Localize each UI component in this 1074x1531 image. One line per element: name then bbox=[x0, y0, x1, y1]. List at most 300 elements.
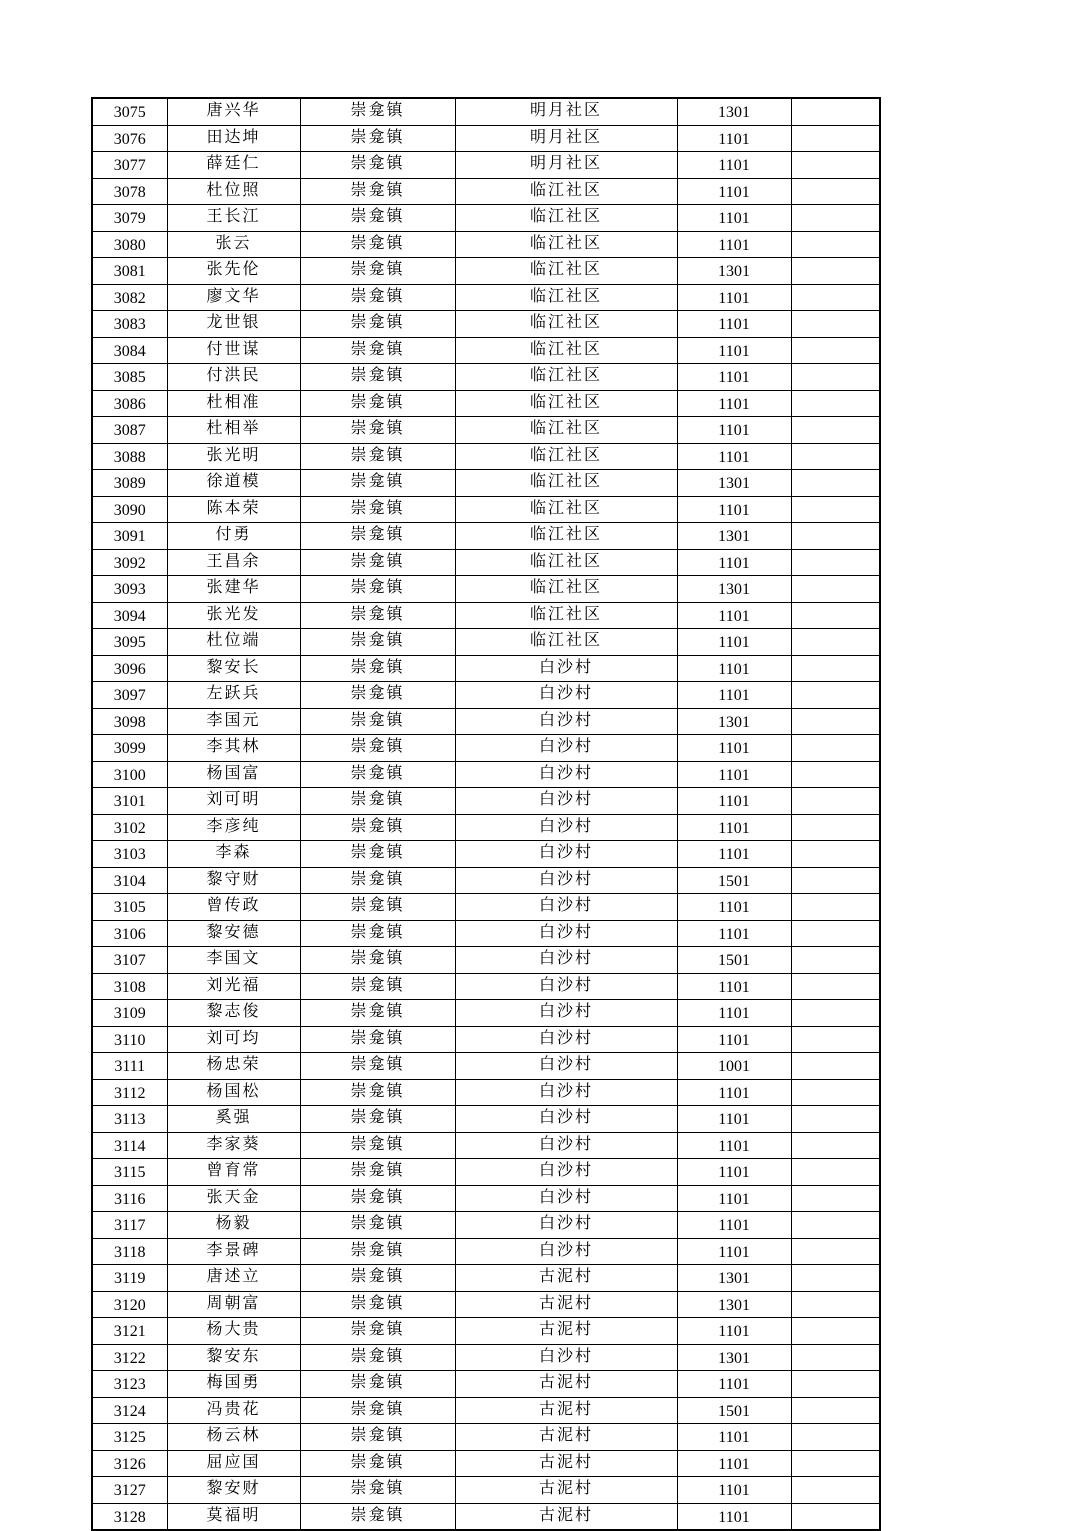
code-cell: 1101 bbox=[677, 814, 791, 841]
note-cell bbox=[791, 1212, 880, 1239]
person-name-cell: 杨国富 bbox=[167, 761, 300, 788]
village-cell: 白沙村 bbox=[455, 894, 677, 921]
person-name-cell: 杜位照 bbox=[167, 178, 300, 205]
note-cell bbox=[791, 152, 880, 179]
table-row bbox=[92, 258, 880, 285]
person-name-cell: 唐述立 bbox=[167, 1265, 300, 1292]
code-cell: 1101 bbox=[677, 443, 791, 470]
person-name-cell: 杨云林 bbox=[167, 1424, 300, 1451]
town-cell: 崇龛镇 bbox=[300, 841, 455, 868]
code-cell: 1101 bbox=[677, 1132, 791, 1159]
note-cell bbox=[791, 788, 880, 815]
town-cell: 崇龛镇 bbox=[300, 1053, 455, 1080]
village-cell: 古泥村 bbox=[455, 1291, 677, 1318]
table-row bbox=[92, 894, 880, 921]
serial-number-cell: 3113 bbox=[92, 1106, 167, 1133]
town-cell: 崇龛镇 bbox=[300, 1318, 455, 1345]
table-row bbox=[92, 1503, 880, 1530]
serial-number-cell: 3076 bbox=[92, 125, 167, 152]
serial-number-cell: 3123 bbox=[92, 1371, 167, 1398]
person-name-cell: 付洪民 bbox=[167, 364, 300, 391]
person-name-cell: 左跃兵 bbox=[167, 682, 300, 709]
serial-number-cell: 3079 bbox=[92, 205, 167, 232]
note-cell bbox=[791, 178, 880, 205]
village-cell: 白沙村 bbox=[455, 1053, 677, 1080]
table-row bbox=[92, 867, 880, 894]
code-cell: 1101 bbox=[677, 973, 791, 1000]
code-cell: 1301 bbox=[677, 98, 791, 125]
note-cell bbox=[791, 337, 880, 364]
person-name-cell: 张建华 bbox=[167, 576, 300, 603]
note-cell bbox=[791, 894, 880, 921]
note-cell bbox=[791, 629, 880, 656]
town-cell: 崇龛镇 bbox=[300, 1212, 455, 1239]
note-cell bbox=[791, 1132, 880, 1159]
serial-number-cell: 3124 bbox=[92, 1397, 167, 1424]
note-cell bbox=[791, 496, 880, 523]
village-cell: 临江社区 bbox=[455, 496, 677, 523]
town-cell: 崇龛镇 bbox=[300, 258, 455, 285]
serial-number-cell: 3095 bbox=[92, 629, 167, 656]
village-cell: 临江社区 bbox=[455, 311, 677, 338]
serial-number-cell: 3085 bbox=[92, 364, 167, 391]
code-cell: 1101 bbox=[677, 682, 791, 709]
person-name-cell: 刘可均 bbox=[167, 1026, 300, 1053]
serial-number-cell: 3120 bbox=[92, 1291, 167, 1318]
serial-number-cell: 3090 bbox=[92, 496, 167, 523]
table-row bbox=[92, 523, 880, 550]
village-cell: 白沙村 bbox=[455, 1132, 677, 1159]
village-cell: 临江社区 bbox=[455, 629, 677, 656]
village-cell: 古泥村 bbox=[455, 1397, 677, 1424]
town-cell: 崇龛镇 bbox=[300, 629, 455, 656]
village-cell: 白沙村 bbox=[455, 973, 677, 1000]
person-name-cell: 曾传政 bbox=[167, 894, 300, 921]
village-cell: 临江社区 bbox=[455, 602, 677, 629]
code-cell: 1101 bbox=[677, 417, 791, 444]
note-cell bbox=[791, 920, 880, 947]
town-cell: 崇龛镇 bbox=[300, 708, 455, 735]
person-name-cell: 张先伦 bbox=[167, 258, 300, 285]
person-name-cell: 张云 bbox=[167, 231, 300, 258]
code-cell: 1101 bbox=[677, 549, 791, 576]
person-name-cell: 杨毅 bbox=[167, 1212, 300, 1239]
serial-number-cell: 3099 bbox=[92, 735, 167, 762]
note-cell bbox=[791, 1291, 880, 1318]
person-name-cell: 徐道模 bbox=[167, 470, 300, 497]
code-cell: 1101 bbox=[677, 920, 791, 947]
note-cell bbox=[791, 602, 880, 629]
town-cell: 崇龛镇 bbox=[300, 178, 455, 205]
note-cell bbox=[791, 1344, 880, 1371]
code-cell: 1101 bbox=[677, 1026, 791, 1053]
serial-number-cell: 3088 bbox=[92, 443, 167, 470]
town-cell: 崇龛镇 bbox=[300, 417, 455, 444]
code-cell: 1101 bbox=[677, 1185, 791, 1212]
person-name-cell: 龙世银 bbox=[167, 311, 300, 338]
note-cell bbox=[791, 1238, 880, 1265]
table-row bbox=[92, 1371, 880, 1398]
table-row bbox=[92, 470, 880, 497]
table-row bbox=[92, 1265, 880, 1292]
town-cell: 崇龛镇 bbox=[300, 1238, 455, 1265]
code-cell: 1101 bbox=[677, 655, 791, 682]
table-row bbox=[92, 496, 880, 523]
serial-number-cell: 3114 bbox=[92, 1132, 167, 1159]
table-row bbox=[92, 1344, 880, 1371]
code-cell: 1301 bbox=[677, 1265, 791, 1292]
serial-number-cell: 3094 bbox=[92, 602, 167, 629]
town-cell: 崇龛镇 bbox=[300, 1397, 455, 1424]
person-name-cell: 杨忠荣 bbox=[167, 1053, 300, 1080]
village-cell: 白沙村 bbox=[455, 655, 677, 682]
village-cell: 白沙村 bbox=[455, 920, 677, 947]
table-row bbox=[92, 231, 880, 258]
person-name-cell: 杨国松 bbox=[167, 1079, 300, 1106]
table-row bbox=[92, 178, 880, 205]
note-cell bbox=[791, 1265, 880, 1292]
note-cell bbox=[791, 814, 880, 841]
person-name-cell: 杜相准 bbox=[167, 390, 300, 417]
serial-number-cell: 3084 bbox=[92, 337, 167, 364]
serial-number-cell: 3127 bbox=[92, 1477, 167, 1504]
town-cell: 崇龛镇 bbox=[300, 1265, 455, 1292]
note-cell bbox=[791, 1106, 880, 1133]
village-cell: 临江社区 bbox=[455, 417, 677, 444]
town-cell: 崇龛镇 bbox=[300, 1000, 455, 1027]
table-row bbox=[92, 1477, 880, 1504]
serial-number-cell: 3098 bbox=[92, 708, 167, 735]
code-cell: 1001 bbox=[677, 1053, 791, 1080]
table-row bbox=[92, 788, 880, 815]
village-cell: 临江社区 bbox=[455, 523, 677, 550]
serial-number-cell: 3096 bbox=[92, 655, 167, 682]
person-name-cell: 张光明 bbox=[167, 443, 300, 470]
note-cell bbox=[791, 1477, 880, 1504]
village-cell: 白沙村 bbox=[455, 1212, 677, 1239]
table-row bbox=[92, 1000, 880, 1027]
town-cell: 崇龛镇 bbox=[300, 364, 455, 391]
code-cell: 1101 bbox=[677, 337, 791, 364]
person-name-cell: 付勇 bbox=[167, 523, 300, 550]
note-cell bbox=[791, 98, 880, 125]
table-row bbox=[92, 337, 880, 364]
table-row bbox=[92, 1238, 880, 1265]
town-cell: 崇龛镇 bbox=[300, 98, 455, 125]
town-cell: 崇龛镇 bbox=[300, 337, 455, 364]
village-cell: 白沙村 bbox=[455, 735, 677, 762]
town-cell: 崇龛镇 bbox=[300, 1450, 455, 1477]
serial-number-cell: 3092 bbox=[92, 549, 167, 576]
code-cell: 1101 bbox=[677, 1159, 791, 1186]
person-name-cell: 李其林 bbox=[167, 735, 300, 762]
serial-number-cell: 3102 bbox=[92, 814, 167, 841]
table-row bbox=[92, 1106, 880, 1133]
village-cell: 白沙村 bbox=[455, 1000, 677, 1027]
person-name-cell: 李彦纯 bbox=[167, 814, 300, 841]
note-cell bbox=[791, 364, 880, 391]
note-cell bbox=[791, 258, 880, 285]
code-cell: 1101 bbox=[677, 152, 791, 179]
village-cell: 白沙村 bbox=[455, 1238, 677, 1265]
serial-number-cell: 3078 bbox=[92, 178, 167, 205]
code-cell: 1101 bbox=[677, 231, 791, 258]
village-cell: 白沙村 bbox=[455, 1344, 677, 1371]
note-cell bbox=[791, 1000, 880, 1027]
note-cell bbox=[791, 1450, 880, 1477]
town-cell: 崇龛镇 bbox=[300, 1185, 455, 1212]
note-cell bbox=[791, 576, 880, 603]
village-cell: 白沙村 bbox=[455, 761, 677, 788]
serial-number-cell: 3126 bbox=[92, 1450, 167, 1477]
town-cell: 崇龛镇 bbox=[300, 311, 455, 338]
code-cell: 1101 bbox=[677, 841, 791, 868]
person-name-cell: 梅国勇 bbox=[167, 1371, 300, 1398]
town-cell: 崇龛镇 bbox=[300, 1026, 455, 1053]
person-name-cell: 薛廷仁 bbox=[167, 152, 300, 179]
person-name-cell: 黎安东 bbox=[167, 1344, 300, 1371]
table-row bbox=[92, 1159, 880, 1186]
code-cell: 1101 bbox=[677, 894, 791, 921]
records-table bbox=[91, 97, 881, 1531]
table-row bbox=[92, 602, 880, 629]
code-cell: 1101 bbox=[677, 125, 791, 152]
village-cell: 临江社区 bbox=[455, 443, 677, 470]
table-row bbox=[92, 629, 880, 656]
person-name-cell: 李国文 bbox=[167, 947, 300, 974]
town-cell: 崇龛镇 bbox=[300, 1477, 455, 1504]
note-cell bbox=[791, 841, 880, 868]
note-cell bbox=[791, 549, 880, 576]
note-cell bbox=[791, 231, 880, 258]
village-cell: 白沙村 bbox=[455, 788, 677, 815]
serial-number-cell: 3075 bbox=[92, 98, 167, 125]
table-row bbox=[92, 98, 880, 125]
code-cell: 1301 bbox=[677, 576, 791, 603]
person-name-cell: 杜相举 bbox=[167, 417, 300, 444]
serial-number-cell: 3128 bbox=[92, 1503, 167, 1530]
serial-number-cell: 3087 bbox=[92, 417, 167, 444]
village-cell: 白沙村 bbox=[455, 1185, 677, 1212]
town-cell: 崇龛镇 bbox=[300, 867, 455, 894]
serial-number-cell: 3089 bbox=[92, 470, 167, 497]
person-name-cell: 陈本荣 bbox=[167, 496, 300, 523]
village-cell: 古泥村 bbox=[455, 1477, 677, 1504]
code-cell: 1101 bbox=[677, 1371, 791, 1398]
village-cell: 白沙村 bbox=[455, 1106, 677, 1133]
serial-number-cell: 3081 bbox=[92, 258, 167, 285]
table-row bbox=[92, 735, 880, 762]
table-row bbox=[92, 973, 880, 1000]
note-cell bbox=[791, 390, 880, 417]
serial-number-cell: 3080 bbox=[92, 231, 167, 258]
serial-number-cell: 3104 bbox=[92, 867, 167, 894]
person-name-cell: 奚强 bbox=[167, 1106, 300, 1133]
town-cell: 崇龛镇 bbox=[300, 1079, 455, 1106]
village-cell: 明月社区 bbox=[455, 98, 677, 125]
town-cell: 崇龛镇 bbox=[300, 1424, 455, 1451]
note-cell bbox=[791, 1503, 880, 1530]
table-row bbox=[92, 1079, 880, 1106]
village-cell: 明月社区 bbox=[455, 152, 677, 179]
table-row bbox=[92, 576, 880, 603]
town-cell: 崇龛镇 bbox=[300, 602, 455, 629]
person-name-cell: 张天金 bbox=[167, 1185, 300, 1212]
town-cell: 崇龛镇 bbox=[300, 761, 455, 788]
table-row bbox=[92, 1026, 880, 1053]
town-cell: 崇龛镇 bbox=[300, 523, 455, 550]
serial-number-cell: 3117 bbox=[92, 1212, 167, 1239]
note-cell bbox=[791, 735, 880, 762]
town-cell: 崇龛镇 bbox=[300, 947, 455, 974]
table-row bbox=[92, 443, 880, 470]
village-cell: 临江社区 bbox=[455, 178, 677, 205]
code-cell: 1501 bbox=[677, 1397, 791, 1424]
serial-number-cell: 3115 bbox=[92, 1159, 167, 1186]
code-cell: 1101 bbox=[677, 761, 791, 788]
note-cell bbox=[791, 1397, 880, 1424]
person-name-cell: 李森 bbox=[167, 841, 300, 868]
note-cell bbox=[791, 311, 880, 338]
serial-number-cell: 3100 bbox=[92, 761, 167, 788]
code-cell: 1101 bbox=[677, 364, 791, 391]
table-row bbox=[92, 1212, 880, 1239]
code-cell: 1101 bbox=[677, 735, 791, 762]
town-cell: 崇龛镇 bbox=[300, 1371, 455, 1398]
person-name-cell: 冯贵花 bbox=[167, 1397, 300, 1424]
person-name-cell: 李国元 bbox=[167, 708, 300, 735]
note-cell bbox=[791, 125, 880, 152]
person-name-cell: 黎安财 bbox=[167, 1477, 300, 1504]
person-name-cell: 田达坤 bbox=[167, 125, 300, 152]
note-cell bbox=[791, 947, 880, 974]
serial-number-cell: 3111 bbox=[92, 1053, 167, 1080]
note-cell bbox=[791, 417, 880, 444]
serial-number-cell: 3082 bbox=[92, 284, 167, 311]
village-cell: 临江社区 bbox=[455, 231, 677, 258]
village-cell: 古泥村 bbox=[455, 1503, 677, 1530]
table-row bbox=[92, 390, 880, 417]
table-row bbox=[92, 125, 880, 152]
person-name-cell: 廖文华 bbox=[167, 284, 300, 311]
code-cell: 1101 bbox=[677, 1000, 791, 1027]
records-table-body bbox=[92, 98, 880, 1530]
town-cell: 崇龛镇 bbox=[300, 284, 455, 311]
table-row bbox=[92, 761, 880, 788]
table-row bbox=[92, 682, 880, 709]
person-name-cell: 屈应国 bbox=[167, 1450, 300, 1477]
code-cell: 1101 bbox=[677, 390, 791, 417]
table-row bbox=[92, 549, 880, 576]
serial-number-cell: 3108 bbox=[92, 973, 167, 1000]
table-row bbox=[92, 1450, 880, 1477]
village-cell: 白沙村 bbox=[455, 708, 677, 735]
serial-number-cell: 3101 bbox=[92, 788, 167, 815]
town-cell: 崇龛镇 bbox=[300, 549, 455, 576]
town-cell: 崇龛镇 bbox=[300, 390, 455, 417]
code-cell: 1101 bbox=[677, 629, 791, 656]
person-name-cell: 付世谋 bbox=[167, 337, 300, 364]
table-row bbox=[92, 284, 880, 311]
person-name-cell: 张光发 bbox=[167, 602, 300, 629]
code-cell: 1101 bbox=[677, 311, 791, 338]
note-cell bbox=[791, 205, 880, 232]
town-cell: 崇龛镇 bbox=[300, 894, 455, 921]
note-cell bbox=[791, 1371, 880, 1398]
code-cell: 1101 bbox=[677, 1503, 791, 1530]
code-cell: 1101 bbox=[677, 1079, 791, 1106]
note-cell bbox=[791, 973, 880, 1000]
table-row bbox=[92, 708, 880, 735]
person-name-cell: 曾育常 bbox=[167, 1159, 300, 1186]
code-cell: 1101 bbox=[677, 1318, 791, 1345]
person-name-cell: 李景碑 bbox=[167, 1238, 300, 1265]
town-cell: 崇龛镇 bbox=[300, 1344, 455, 1371]
code-cell: 1301 bbox=[677, 523, 791, 550]
code-cell: 1101 bbox=[677, 205, 791, 232]
village-cell: 临江社区 bbox=[455, 284, 677, 311]
village-cell: 临江社区 bbox=[455, 390, 677, 417]
note-cell bbox=[791, 867, 880, 894]
town-cell: 崇龛镇 bbox=[300, 788, 455, 815]
person-name-cell: 杨大贵 bbox=[167, 1318, 300, 1345]
serial-number-cell: 3086 bbox=[92, 390, 167, 417]
table-row bbox=[92, 152, 880, 179]
code-cell: 1101 bbox=[677, 1106, 791, 1133]
person-name-cell: 刘光福 bbox=[167, 973, 300, 1000]
village-cell: 临江社区 bbox=[455, 470, 677, 497]
town-cell: 崇龛镇 bbox=[300, 205, 455, 232]
town-cell: 崇龛镇 bbox=[300, 920, 455, 947]
note-cell bbox=[791, 443, 880, 470]
code-cell: 1301 bbox=[677, 470, 791, 497]
code-cell: 1101 bbox=[677, 1212, 791, 1239]
person-name-cell: 王昌余 bbox=[167, 549, 300, 576]
table-row bbox=[92, 1318, 880, 1345]
note-cell bbox=[791, 682, 880, 709]
person-name-cell: 黎守财 bbox=[167, 867, 300, 894]
table-row bbox=[92, 1132, 880, 1159]
note-cell bbox=[791, 761, 880, 788]
village-cell: 古泥村 bbox=[455, 1371, 677, 1398]
person-name-cell: 周朝富 bbox=[167, 1291, 300, 1318]
table-row bbox=[92, 841, 880, 868]
note-cell bbox=[791, 1159, 880, 1186]
note-cell bbox=[791, 708, 880, 735]
village-cell: 临江社区 bbox=[455, 205, 677, 232]
serial-number-cell: 3091 bbox=[92, 523, 167, 550]
code-cell: 1101 bbox=[677, 1477, 791, 1504]
code-cell: 1101 bbox=[677, 602, 791, 629]
note-cell bbox=[791, 655, 880, 682]
town-cell: 崇龛镇 bbox=[300, 735, 455, 762]
town-cell: 崇龛镇 bbox=[300, 470, 455, 497]
serial-number-cell: 3083 bbox=[92, 311, 167, 338]
village-cell: 白沙村 bbox=[455, 1079, 677, 1106]
person-name-cell: 刘可明 bbox=[167, 788, 300, 815]
table-row bbox=[92, 1424, 880, 1451]
town-cell: 崇龛镇 bbox=[300, 1291, 455, 1318]
note-cell bbox=[791, 1424, 880, 1451]
note-cell bbox=[791, 1053, 880, 1080]
table-row bbox=[92, 364, 880, 391]
village-cell: 临江社区 bbox=[455, 258, 677, 285]
serial-number-cell: 3112 bbox=[92, 1079, 167, 1106]
code-cell: 1101 bbox=[677, 496, 791, 523]
serial-number-cell: 3093 bbox=[92, 576, 167, 603]
table-row bbox=[92, 311, 880, 338]
serial-number-cell: 3125 bbox=[92, 1424, 167, 1451]
